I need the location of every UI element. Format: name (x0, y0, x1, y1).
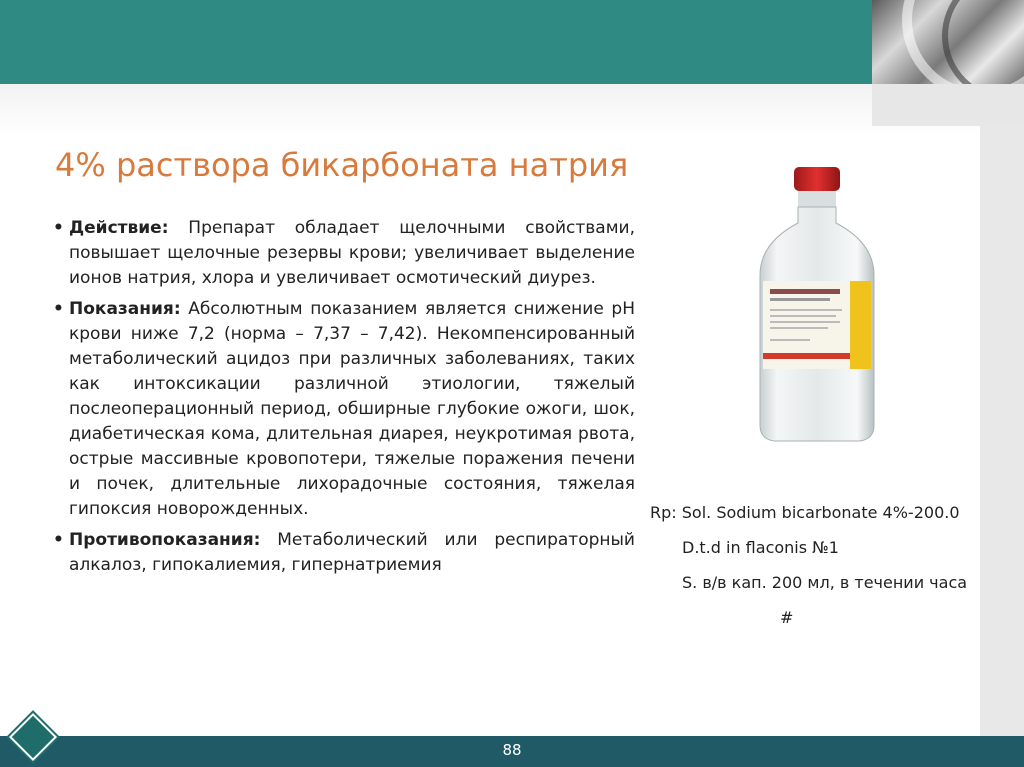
bullet-icon: • (53, 218, 64, 238)
decorative-gray-strip (980, 126, 1024, 736)
bullet-contraindications (53, 528, 635, 578)
header-bar (0, 0, 872, 84)
bullet-action (53, 216, 635, 291)
prescription-line-4: # (780, 608, 794, 627)
content-list (53, 216, 635, 584)
bottle-icon (752, 163, 882, 445)
decorative-corner-image (872, 0, 1024, 84)
prescription-line-3: S. в/в кап. 200 мл, в течении часа (682, 573, 968, 592)
bullet-text: Метаболический или респираторный алкалоз, гипокалиемия, гипернатриемия (69, 530, 635, 575)
page-number: 88 (502, 741, 522, 759)
bottle-image (752, 163, 882, 445)
bullet-icon: • (53, 530, 64, 550)
bullet-indications (53, 297, 635, 522)
bullet-label: Показания: (69, 299, 181, 319)
bullet-label: Противопоказания: (69, 530, 261, 550)
prescription-line-2: D.t.d in flaconis №1 (682, 538, 839, 557)
bullet-label: Действие: (69, 218, 169, 238)
slide-title: 4% раствора бикарбоната натрия (55, 146, 629, 184)
prescription-block (650, 495, 967, 635)
bullet-text: Абсолютным показанием является снижение pH крови ниже 7,2 (норма – 7,37 – 7,42). Некомпенсированный метаболический ацидоз при различных заболеваниях, таких как интоксикации различной этиологии, тяжелый послеоперационный период, обширные глубокие ожоги, шок, диабетическая кома, длительная диарея, неукротимая рвота, острые массивные кровопотери, тяжелые поражения печени и почек, длительные лихорадочные состояния, тяжелая гипоксия новорожденных. (69, 299, 635, 519)
decorative-gray-block (872, 84, 1024, 126)
prescription-line-1: Rp: Sol. Sodium bicarbonate 4%-200.0 (650, 503, 960, 522)
bullet-text: Препарат обладает щелочными свойствами, повышает щелочные резервы крови; увеличивает выделение ионов натрия, хлора и увеличивает осмотический диурез. (69, 218, 635, 288)
bullet-icon: • (53, 299, 64, 319)
